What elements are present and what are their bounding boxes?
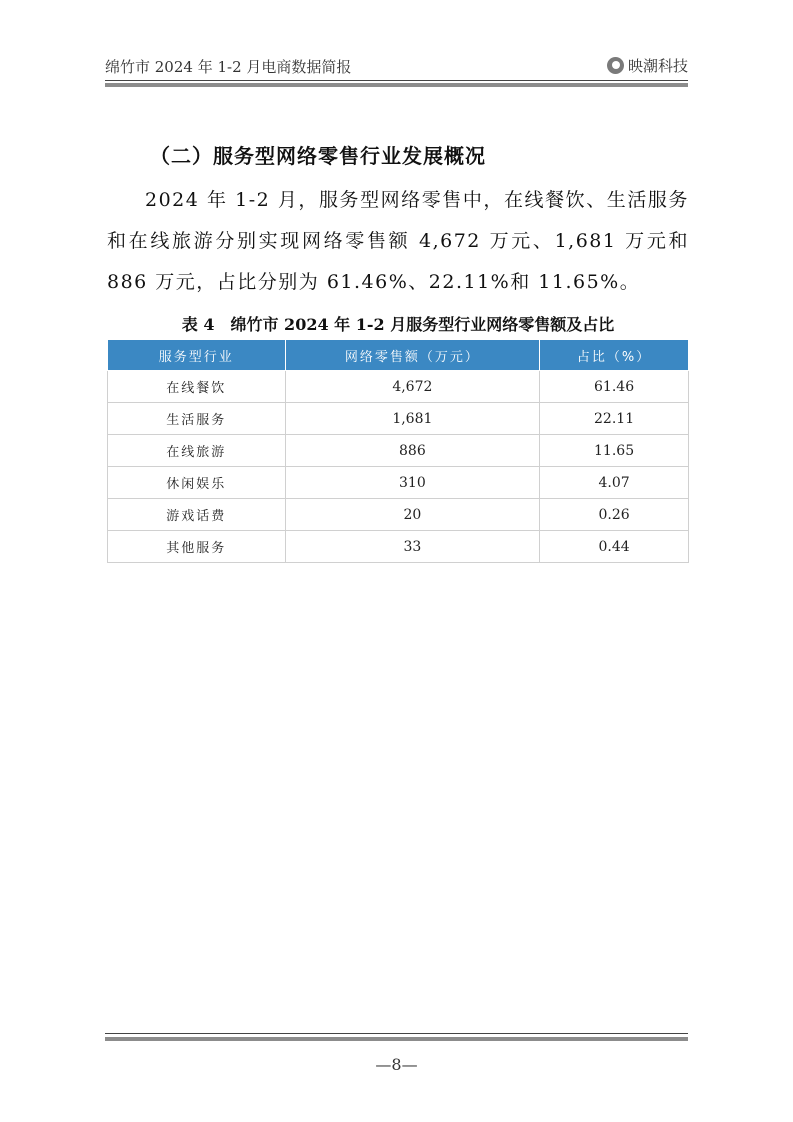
- header-divider-thick: [105, 83, 688, 87]
- table-caption: 表 4 绵竹市 2024 年 1-2 月服务型行业网络零售额及占比: [181, 315, 615, 334]
- brand-name: 映潮科技: [627, 57, 688, 75]
- brand-logo-icon: [607, 57, 624, 74]
- service-retail-table: [107, 339, 689, 563]
- sales-cell: 33: [285, 531, 540, 563]
- footer-divider-thick: [105, 1037, 688, 1041]
- footer-divider-thin: [105, 1033, 688, 1034]
- share-cell: 22.11: [540, 403, 689, 435]
- sales-cell: 310: [285, 467, 540, 499]
- table-row: [108, 435, 689, 467]
- table-row: [108, 499, 689, 531]
- industry-cell: 在线旅游: [108, 435, 286, 467]
- sales-cell: 4,672: [285, 371, 540, 403]
- page-header: [105, 52, 688, 80]
- share-cell: 0.44: [540, 531, 689, 563]
- sales-cell: 886: [285, 435, 540, 467]
- table-row: [108, 371, 689, 403]
- column-header-sales: 网络零售额（万元）: [285, 340, 540, 371]
- industry-cell: 在线餐饮: [108, 371, 286, 403]
- section-heading: （二）服务型网络零售行业发展概况: [150, 144, 486, 168]
- table-row: [108, 531, 689, 563]
- share-cell: 0.26: [540, 499, 689, 531]
- column-header-industry: 服务型行业: [108, 340, 286, 371]
- industry-cell: 生活服务: [108, 403, 286, 435]
- table-header-row: [108, 340, 689, 371]
- share-cell: 61.46: [540, 371, 689, 403]
- brand: [607, 55, 688, 76]
- sales-cell: 20: [285, 499, 540, 531]
- page-number: —8—: [375, 1055, 418, 1074]
- sales-cell: 1,681: [285, 403, 540, 435]
- table-row: [108, 403, 689, 435]
- share-cell: 11.65: [540, 435, 689, 467]
- column-header-share: 占比（%）: [540, 340, 689, 371]
- table-row: [108, 467, 689, 499]
- industry-cell: 游戏话费: [108, 499, 286, 531]
- industry-cell: 其他服务: [108, 531, 286, 563]
- share-cell: 4.07: [540, 467, 689, 499]
- industry-cell: 休闲娱乐: [108, 467, 286, 499]
- document-title: 绵竹市 2024 年 1-2 月电商数据简报: [105, 58, 352, 76]
- header-divider-thin: [105, 80, 688, 81]
- body-paragraph: 2024 年 1-2 月，服务型网络零售中，在线餐饮、生活服务和在线旅游分别实现网络零售额 4,672 万元、1,681 万元和 886 万元，占比分别为 61.46%、22.11%和 11.65%。: [107, 189, 689, 293]
